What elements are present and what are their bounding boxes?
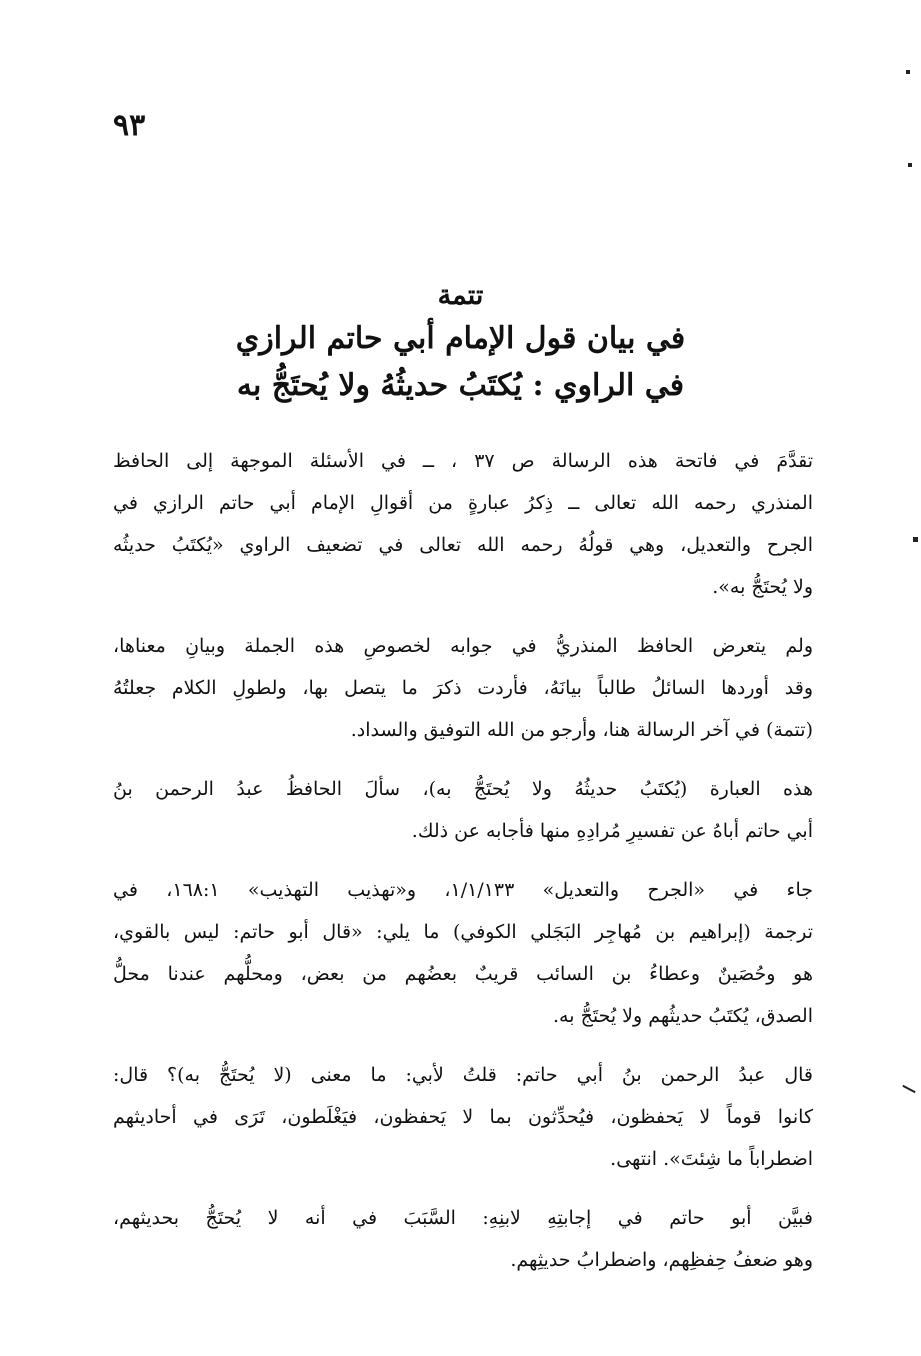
scan-mark bbox=[906, 70, 910, 74]
scan-mark bbox=[908, 163, 912, 167]
paragraph bbox=[113, 440, 813, 608]
paragraph bbox=[113, 625, 813, 751]
text-line: قال عبدُ الرحمن بنُ أبي حاتم: قلتُ لأبي: ما معنى (لا يُحتَجُّ به)؟ قال: bbox=[113, 1064, 813, 1086]
page-number: ٩٣ bbox=[113, 108, 146, 143]
text-line: (تتمة) في آخر الرسالة هنا، وأرجو من الله التوفيق والسداد. bbox=[350, 719, 813, 741]
paragraph bbox=[113, 1054, 813, 1180]
paragraph bbox=[113, 768, 813, 852]
scan-mark bbox=[913, 537, 918, 542]
text-line: أبي حاتم أباهُ عن تفسيرِ مُرادِهِ منها فأجابه عن ذلك. bbox=[411, 820, 813, 842]
text-line: هو وحُصَينٌ وعطاءُ بن السائب قريبٌ بعضُهم من بعض، ومحلُّهم عندنا محلُّ bbox=[113, 963, 813, 985]
scan-mark bbox=[902, 1085, 915, 1093]
text-line: جاء في «الجرح والتعديل» ١/١/١٣٣، و«تهذيب التهذيب» ١٦٨:١، في bbox=[113, 879, 814, 901]
paragraph bbox=[113, 1197, 813, 1281]
text-line: اضطراباً ما شِئتَ». انتهى. bbox=[610, 1148, 813, 1170]
text-line: وهو ضعفُ حِفظِهم، واضطرابُ حديثِهم. bbox=[510, 1249, 813, 1271]
heading-kicker: تتمة bbox=[437, 280, 484, 311]
text-line: المنذري رحمه الله تعالى ــ ذِكرُ عبارةٍ من أقوالِ الإمام أبي حاتم الرازي في bbox=[113, 492, 813, 514]
text-line: الصدق، يُكتَبُ حديثُهم ولا يُحتَجُّ به. bbox=[553, 1005, 813, 1027]
paragraph bbox=[113, 869, 813, 1037]
heading-line: في بيان قول الإمام أبي حاتم الرازي bbox=[235, 321, 686, 356]
text-line: وقد أوردها السائلُ طالباً بيانَهُ، فأردت ذكرَ ما يتصل بها، ولطولِ الكلام جعلتُهُ bbox=[113, 677, 813, 699]
text-line: ترجمة (إبراهيم بن مُهاجِر البَجَلي الكوفي) ما يلي: «قال أبو حاتم: ليس بالقوي، bbox=[113, 921, 813, 943]
text-line: الجرح والتعديل، وهي قولُهُ رحمه الله تعالى في تضعيف الراوي «يُكتَبُ حديثُه bbox=[113, 534, 813, 556]
body-text bbox=[113, 440, 813, 1298]
section-heading bbox=[200, 280, 721, 409]
text-line: هذه العبارة (يُكتَبُ حديثُهُ ولا يُحتَجُّ به)، سألَ الحافظُ عبدُ الرحمن بنُ bbox=[113, 778, 813, 800]
text-line: ولم يتعرض الحافظ المنذريُّ في جوابه لخصوصِ هذه الجملة وبيانِ معناها، bbox=[113, 635, 813, 657]
text-line: ولا يُحتَجُّ به». bbox=[712, 576, 813, 598]
text-line: تقدَّمَ في فاتحة هذه الرسالة ص ٣٧ ، ــ في الأسئلة الموجهة إلى الحافظ bbox=[113, 450, 814, 472]
text-line: فبيَّن أبو حاتم في إجابتِهِ لابنِهِ: السَّبَبَ في أنه لا يُحتَجُّ بحديثهم، bbox=[113, 1207, 813, 1229]
text-line: كانوا قوماً لا يَحفظون، فيُحدِّثون بما لا يَحفظون، فيَغْلَطون، تَرَى في أحاديثهم bbox=[113, 1106, 813, 1128]
heading-line: في الراوي : يُكتَبُ حديثُهُ ولا يُحتَجُّ به bbox=[236, 368, 685, 403]
